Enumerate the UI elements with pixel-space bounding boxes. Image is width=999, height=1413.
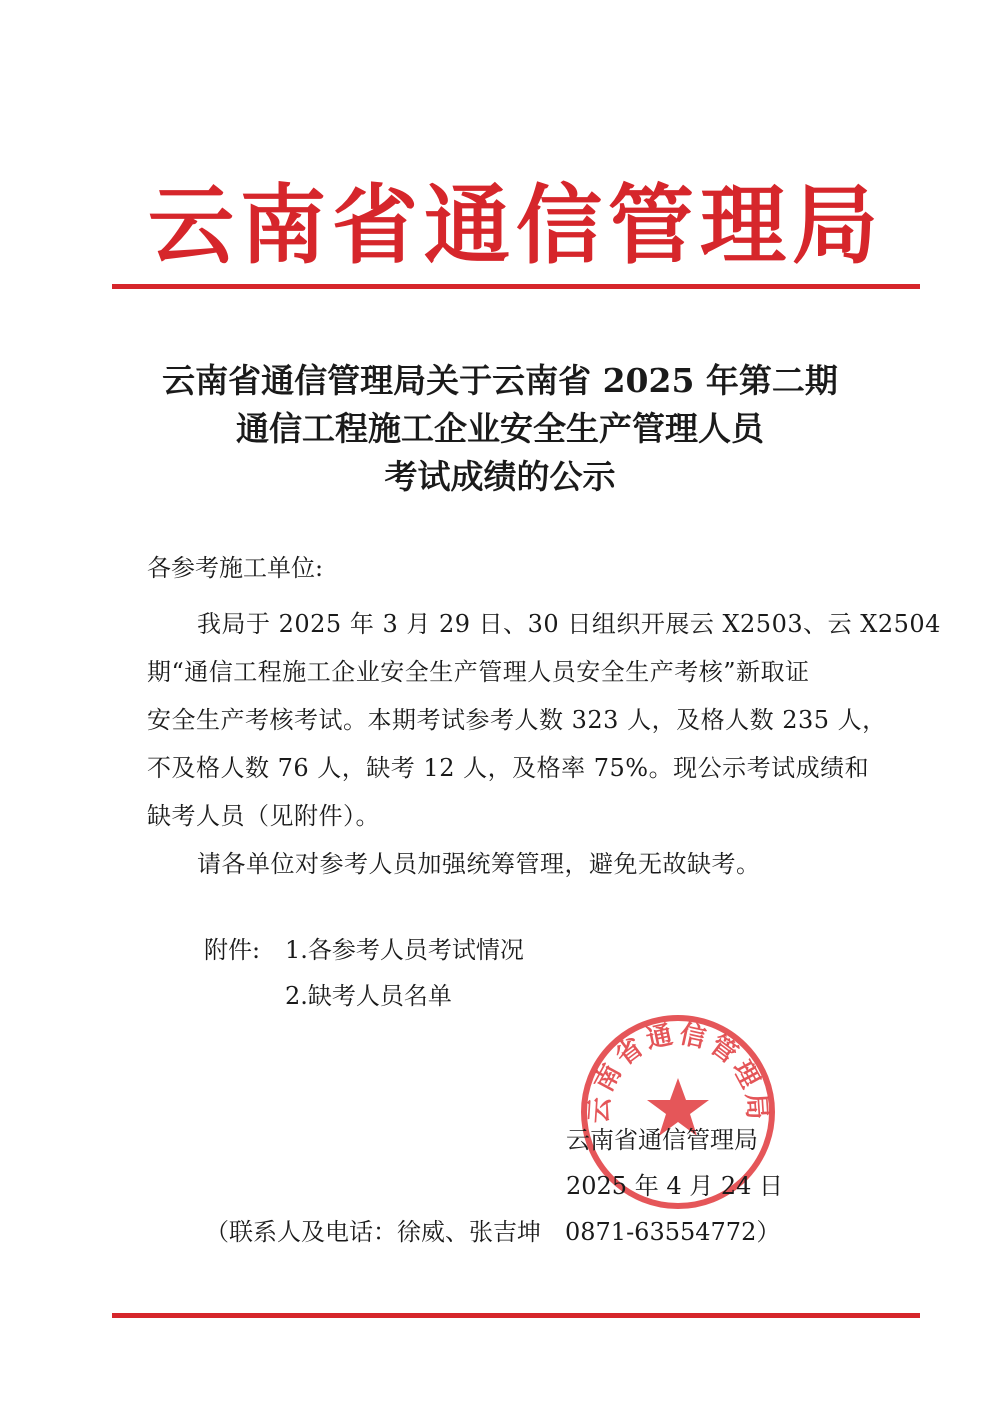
body-line: 我局于 2025 年 3 月 29 日、30 日组织开展云 X2503、云 X2504: [197, 610, 941, 638]
attachment-item: 2.缺考人员名单: [285, 982, 452, 1010]
salutation: 各参考施工单位:: [147, 554, 324, 582]
attachment-item: 1.各参考人员考试情况: [285, 936, 524, 964]
body-line: 不及格人数 76 人，缺考 12 人，及格率 75%。现公示考试成绩和: [147, 754, 870, 782]
document-title-line-1: 云南省通信管理局关于云南省 2025 年第二期: [162, 361, 838, 400]
letterhead-divider: [112, 284, 920, 289]
footer-divider: [112, 1313, 920, 1318]
letterhead-title: 云南省通信管理局: [148, 175, 884, 276]
signature-date: 2025 年 4 月 24 日: [566, 1172, 784, 1200]
signature-organization: 云南省通信管理局: [566, 1126, 758, 1154]
contact-info: （联系人及电话：徐威、张吉坤 0871-63554772）: [205, 1218, 781, 1246]
body-line: 请各单位对参考人员加强统筹管理，避免无故缺考。: [197, 850, 761, 878]
document-title-line-2: 通信工程施工企业安全生产管理人员: [236, 409, 764, 448]
body-line: 期“通信工程施工企业安全生产管理人员安全生产考核”新取证: [147, 658, 810, 686]
body-line: 缺考人员（见附件）。: [147, 802, 380, 830]
svg-text:云南省通信管理局: 云南省通信管理局: [584, 1019, 772, 1125]
document-title-line-3: 考试成绩的公示: [384, 457, 616, 496]
body-line: 安全生产考核考试。本期考试参考人数 323 人，及格人数 235 人，: [147, 706, 887, 734]
attachments-label: 附件:: [204, 936, 261, 964]
